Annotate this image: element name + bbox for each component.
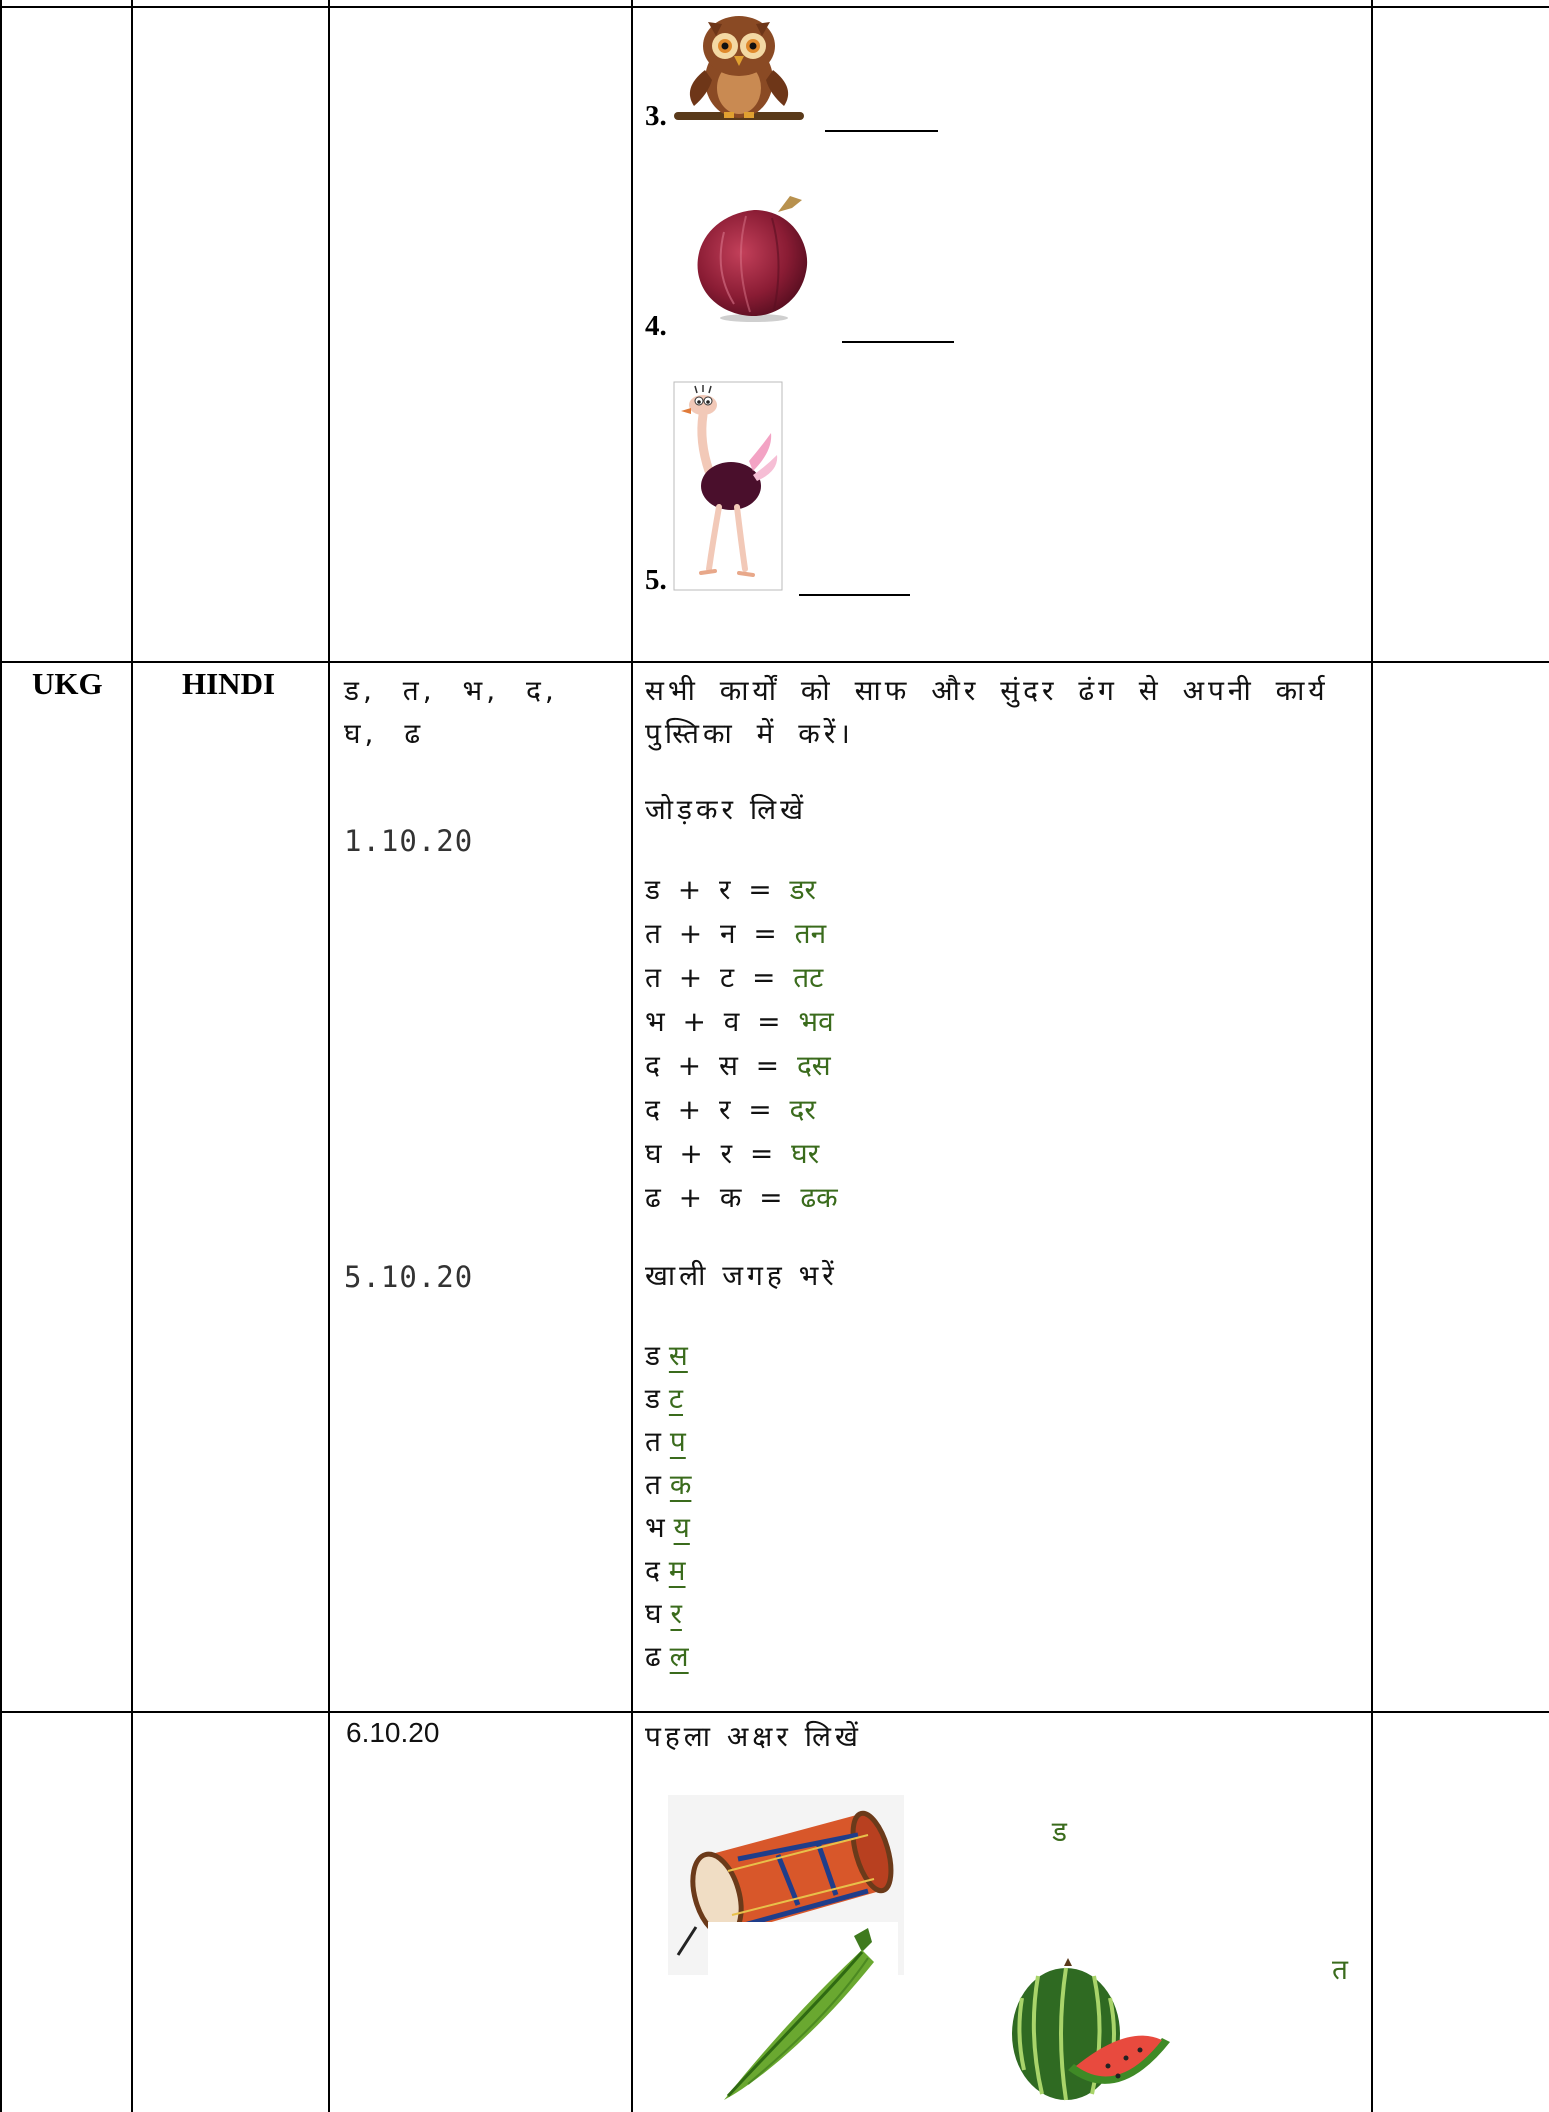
fill-line: भ य: [645, 1511, 690, 1544]
date-label: 1.10.20: [344, 824, 474, 858]
answer-letter: ड: [1052, 1815, 1071, 1848]
join-line: ढ + क = ढक: [645, 1181, 838, 1214]
row-divider-ukg: [0, 661, 1549, 663]
class-cell: UKG: [32, 666, 103, 701]
row-divider-bottom: [0, 1711, 1549, 1713]
column-divider-work: [1371, 0, 1373, 2112]
topic-letters: ड, त, भ, द, घ, ढ: [344, 674, 558, 750]
column-divider-subject: [328, 0, 330, 2112]
fill-line: त क: [645, 1468, 692, 1501]
join-line: द + र = दर: [645, 1093, 816, 1126]
fill-line: द म: [645, 1554, 686, 1587]
fill-line: त प: [645, 1425, 686, 1458]
item-number: 3.: [645, 100, 667, 132]
join-line: भ + व = भव: [645, 1005, 834, 1038]
subject-cell: HINDI: [182, 666, 276, 701]
join-line: द + स = दस: [645, 1049, 831, 1082]
item-number: 4.: [645, 310, 667, 342]
date-label: 6.10.20: [346, 1717, 440, 1748]
answer-blank[interactable]: [825, 130, 938, 132]
fill-line: ड स: [645, 1339, 688, 1372]
join-line: त + न = तन: [645, 917, 827, 950]
date-label: 5.10.20: [344, 1260, 474, 1294]
join-line: ड + र = डर: [645, 873, 816, 906]
column-divider-topic: [631, 0, 633, 2112]
owl-picture: [672, 8, 807, 130]
fill-line: ड ट: [645, 1382, 684, 1415]
instruction-text: सभी कार्यों को साफ और सुंदर ढंग से अपनी कार्य पुस्तिका में करें।: [645, 674, 1329, 750]
answer-letter: त: [1332, 1953, 1352, 1986]
join-heading: जोड़कर लिखें: [645, 793, 808, 826]
fill-heading: खाली जगह भरें: [645, 1259, 838, 1292]
answer-blank[interactable]: [799, 594, 910, 596]
table-border-left: [0, 0, 2, 2112]
column-divider-class: [131, 0, 133, 2112]
item-number: 5.: [645, 564, 667, 596]
join-line: घ + र = घर: [645, 1137, 820, 1170]
okra-picture: [708, 1922, 898, 2112]
onion-picture: [694, 192, 816, 322]
ostrich-picture: [673, 381, 783, 591]
first-letter-heading: पहला अक्षर लिखें: [645, 1720, 862, 1753]
answer-blank[interactable]: [842, 341, 954, 343]
fill-line: घ र: [645, 1597, 682, 1630]
join-line: त + ट = तट: [645, 961, 824, 994]
watermelon-picture: [1008, 1958, 1170, 2110]
fill-line: ढ ल: [645, 1640, 689, 1673]
